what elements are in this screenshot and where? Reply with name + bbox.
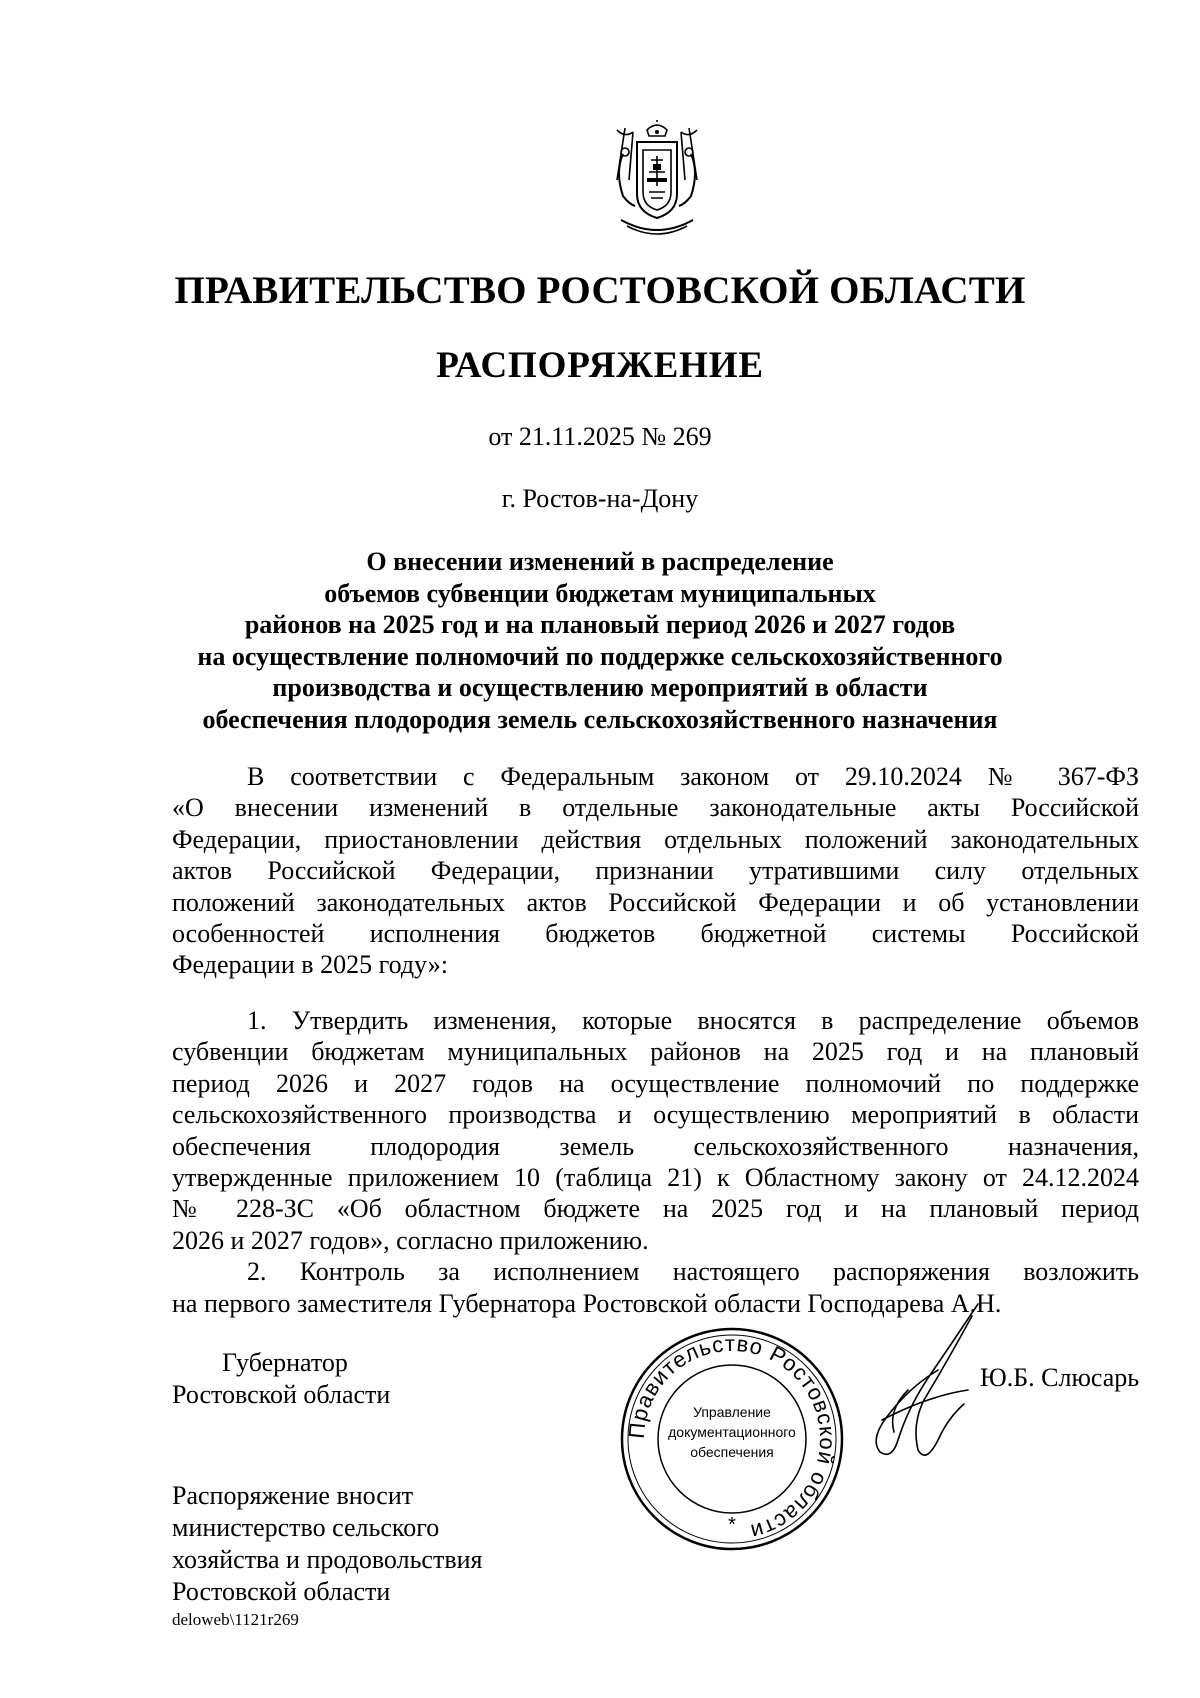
item-line: утвержденные приложением 10 (таблица 21) к Областному закону от 24.12.2024 [172,1163,1139,1193]
handwritten-signature [868,1300,988,1470]
preamble-line: В соответствии с Федеральным законом от 29.10.2024 № 367-ФЗ [247,762,1139,791]
organization-title: ПРАВИТЕЛЬСТВО РОСТОВСКОЙ ОБЛАСТИ [174,269,1026,312]
document-city: г. Ростов-на-Дону [501,484,699,513]
preamble-line: актов Российской Федерации, признании утратившими силу отдельных [172,856,1139,886]
subject-line: О внесении изменений в распределение [366,547,834,576]
preamble-line: Федерации в 2025 году»: [172,950,448,980]
item-line: 1. Утвердить изменения, которые вносятся в распределение объемов [247,1006,1139,1035]
item-line: субвенции бюджетам муниципальных районов на 2025 год и на плановый [172,1037,1139,1067]
document-type: РАСПОРЯЖЕНИЕ [436,345,764,386]
item-1 [172,1005,1139,1256]
stamp-center-line: документационного [668,1424,796,1440]
position-line: Губернатор [222,1348,348,1377]
note-line: Ростовской области [172,1577,391,1606]
note-line: министерство сельского [172,1513,440,1542]
stamp-ring-text: Правительство Ростовской области [623,1330,841,1545]
subject-line: производства и осуществлению мероприятий в области [272,673,928,703]
item-line: № 228-ЗС «Об областном бюджете на 2025 год и на плановый период [172,1194,1139,1224]
preamble-line: «О внесении изменений в отдельные законодательные акты Российской [172,793,1139,823]
item-line: сельскохозяйственного производства и осуществлению мероприятий в области [172,1100,1139,1130]
item-line: период 2026 и 2027 годов на осуществление полномочий по поддержке [172,1068,1139,1098]
position-line: Ростовской области [172,1380,391,1409]
subject-line: районов на 2025 год и на плановый период 2026 и 2027 годов [244,610,956,640]
item-line: 2026 и 2027 годов», согласно приложению. [172,1225,649,1255]
item-line: на первого заместителя Губернатора Ростовской области Господарева А.Н. [172,1288,1002,1318]
resolution-items [172,1005,1139,1319]
preamble-line: положений законодательных актов Российской Федерации и об установлении [172,887,1139,917]
item-2 [172,1256,1139,1319]
document-subject [150,546,1050,736]
document-code: deloweb\1121r269 [172,1610,299,1629]
stamp-center-line: Управление [693,1404,771,1420]
subject-line: на осуществление полномочий по поддержке сельскохозяйственного [197,641,1003,671]
signatory-position [172,1347,390,1411]
document-date-number: от 21.11.2025 № 269 [488,422,712,451]
stamp-center-line: обеспечения [690,1444,774,1460]
submitted-by-note [172,1480,482,1608]
subject-line: обеспечения плодородия земель сельскохозяйственного назначения [202,704,998,734]
item-line: обеспечения плодородия земель сельскохозяйственного назначения, [172,1131,1139,1161]
stamp-star: * [728,1514,736,1536]
note-line: хозяйства и продовольствия [172,1545,483,1574]
subject-line: объемов субвенции бюджетам муниципальных [324,578,876,608]
preamble-line: особенностей исполнения бюджетов бюджетной системы Российской [172,919,1139,949]
preamble-paragraph [172,761,1139,981]
official-stamp [618,1325,846,1553]
item-line: 2. Контроль за исполнением настоящего распоряжения возложить [247,1257,1139,1287]
note-line: Распоряжение вносит [172,1481,414,1510]
coat-of-arms-icon [603,120,711,238]
preamble-line: Федерации, приостановлении действия отдельных положений законодательных [172,824,1139,854]
signer-name: Ю.Б. Слюсарь [980,1363,1140,1392]
